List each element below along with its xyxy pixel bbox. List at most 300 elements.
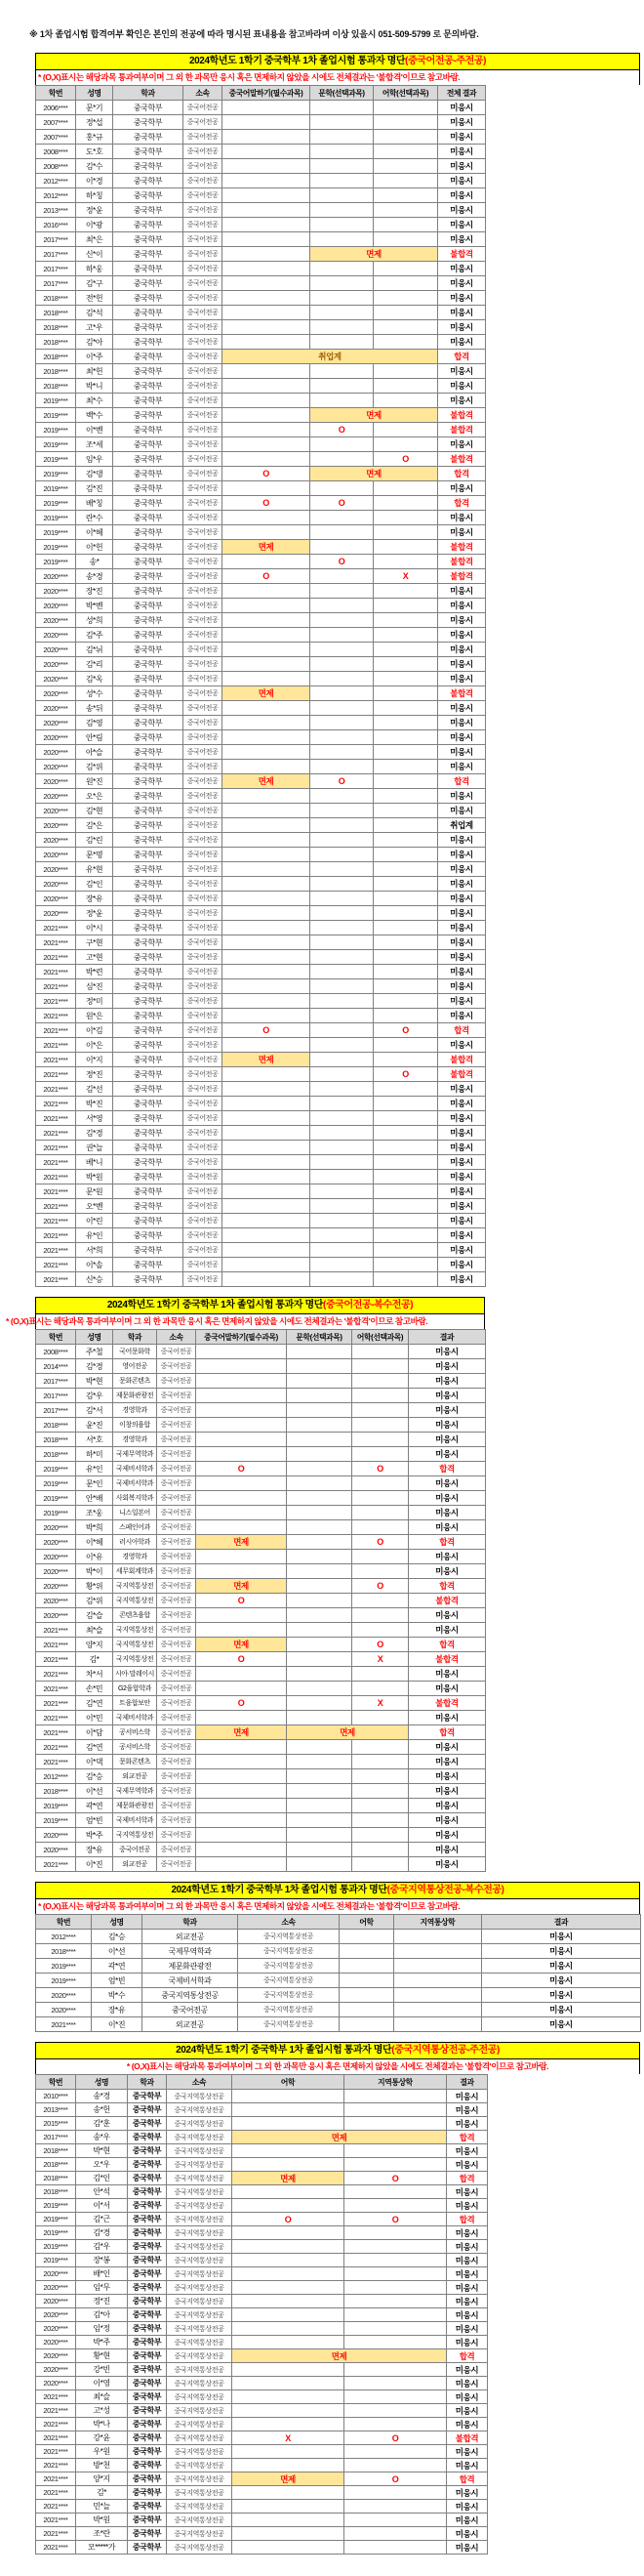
student-name: 방*천 [76, 2459, 128, 2472]
result-cell: 미응시 [447, 2295, 488, 2308]
result-cell: 미응시 [447, 2390, 488, 2404]
subject-empty-cell [374, 833, 438, 848]
column-header: 성명 [76, 2075, 128, 2090]
subject-empty-cell [222, 1214, 310, 1228]
student-name: 성*희 [76, 613, 113, 628]
result-cell: 미응시 [438, 203, 486, 218]
affiliation: 중국어전공 [183, 774, 222, 789]
subject-empty-cell [232, 2090, 344, 2103]
student-name: 고*현 [76, 950, 113, 965]
student-name: 이*지 [76, 1053, 113, 1067]
subject-empty-cell [232, 2199, 344, 2213]
affiliation: 중국지역통상전공 [167, 2117, 232, 2131]
result-cell: 미응시 [447, 2158, 488, 2172]
affiliation: 중국어전공 [183, 203, 222, 218]
student-id: 2021**** [36, 2017, 92, 2032]
student-id: 2021**** [36, 1067, 76, 1082]
result-cell: 미응시 [438, 1082, 486, 1097]
subject-mark-cell: O [352, 1579, 409, 1594]
department: 중국학부 [113, 1243, 183, 1258]
subject-empty-cell [352, 1594, 409, 1608]
subject-empty-cell [310, 1272, 374, 1287]
subject-mark-cell: O [344, 2431, 447, 2445]
affiliation: 중국어전공 [183, 1023, 222, 1038]
student-id: 2020**** [36, 599, 76, 613]
department: 국제무역학과 [113, 1447, 157, 1462]
department: 중국학부 [113, 379, 183, 394]
department: 중국학부 [128, 2267, 167, 2281]
student-name: 이*혜 [76, 525, 113, 540]
student-id: 2021**** [36, 2431, 76, 2445]
student-row [36, 2418, 488, 2431]
department: 중국학부 [113, 1272, 183, 1287]
result-cell: 미응시 [438, 1272, 486, 1287]
student-id: 2021**** [36, 1155, 76, 1170]
student-row [36, 1564, 486, 1579]
result-cell: 미응시 [409, 1564, 486, 1579]
affiliation: 중국어전공 [157, 1608, 196, 1623]
department: 중국학부 [113, 262, 183, 276]
department: 외교전공 [142, 1930, 238, 1944]
result-cell: 미응시 [438, 760, 486, 774]
column-header: 학번 [36, 2075, 76, 2090]
affiliation: 중국어전공 [157, 1433, 196, 1447]
subject-empty-cell [310, 101, 374, 115]
subject-empty-cell [344, 2404, 447, 2418]
table-title-text: 2024학년도 1학기 중국학부 1차 졸업시험 통과자 명단 [106, 1300, 324, 1310]
student-id: 2019**** [36, 394, 76, 408]
student-row [36, 1462, 486, 1476]
student-row [36, 2172, 488, 2185]
result-cell: 미응시 [409, 1374, 486, 1389]
student-name: 김*구 [76, 276, 113, 291]
affiliation: 중국어전공 [157, 1813, 196, 1828]
student-id: 2021**** [36, 1623, 76, 1638]
table-note-text: * (O,X)표시는 해당과목 통과여부이며 그 외 한 과목만 응시 혹은 면제하지 않았을 시에도 전체결과는 '불합격'이므로 참고바람. [38, 1901, 461, 1911]
result-cell: 불합격 [438, 569, 486, 584]
student-id: 2020**** [36, 906, 76, 921]
result-cell: 불합격 [409, 1652, 486, 1667]
affiliation: 중국어전공 [183, 657, 222, 672]
student-row [36, 1038, 486, 1053]
student-id: 2021**** [36, 994, 76, 1009]
affiliation: 중국지역통상전공 [167, 2254, 232, 2267]
student-row [36, 1988, 641, 2003]
student-name: 문*기 [76, 101, 113, 115]
student-id: 2012**** [36, 174, 76, 188]
department: 세무회계학과 [113, 1564, 157, 1579]
department: 중국학부 [128, 2472, 167, 2486]
department: 중국학부 [113, 643, 183, 657]
affiliation: 중국지역통상전공 [167, 2363, 232, 2377]
result-cell: 미응시 [447, 2144, 488, 2158]
department: 중국학부 [113, 921, 183, 935]
department: 중국학부 [128, 2377, 167, 2390]
result-cell: 불합격 [409, 1594, 486, 1608]
student-name: 김*경 [76, 1359, 113, 1374]
student-name: 최*헌 [76, 364, 113, 379]
student-id: 2020**** [36, 716, 76, 730]
affiliation: 중국어전공 [183, 1170, 222, 1184]
student-name: 이*영 [76, 2377, 128, 2390]
subject-empty-cell [394, 1959, 482, 1974]
result-cell: 미응시 [438, 1097, 486, 1111]
department: 중국학부 [113, 979, 183, 994]
subject-empty-cell [374, 1141, 438, 1155]
subject-empty-cell [287, 1652, 352, 1667]
result-cell: 미응시 [409, 1403, 486, 1418]
subject-empty-cell [352, 1418, 409, 1433]
student-row [36, 877, 486, 892]
department: 중국학부 [113, 716, 183, 730]
student-name: 하*칭 [76, 188, 113, 203]
student-row [36, 2199, 488, 2213]
subject-empty-cell [374, 701, 438, 716]
student-row [36, 1682, 486, 1696]
student-id: 2020**** [36, 774, 76, 789]
student-row [36, 218, 486, 232]
department: 중국학부 [113, 394, 183, 408]
subject-empty-cell [374, 394, 438, 408]
student-row [36, 2322, 488, 2336]
student-name: 김*현 [76, 804, 113, 818]
department: 중국어전공 [142, 2003, 238, 2017]
affiliation: 중국어전공 [157, 1389, 196, 1403]
subject-empty-cell [222, 862, 310, 877]
result-cell: 미응시 [447, 2514, 488, 2527]
student-row [36, 232, 486, 247]
student-row [36, 994, 486, 1009]
result-cell: 합격 [409, 1579, 486, 1594]
subject-empty-cell [196, 1476, 287, 1491]
affiliation: 중국지역통상전공 [167, 2281, 232, 2295]
header-row [36, 86, 486, 101]
result-cell: 미응시 [447, 2090, 488, 2103]
subject-empty-cell [310, 877, 374, 892]
result-cell: 미응시 [447, 2322, 488, 2336]
student-row [36, 2103, 488, 2117]
student-id: 2021**** [36, 1638, 76, 1652]
affiliation: 중국어전공 [183, 115, 222, 130]
department: 중국학부 [113, 496, 183, 511]
result-cell: 미응시 [438, 804, 486, 818]
student-name: 조*웅 [76, 1506, 113, 1520]
affiliation: 중국어전공 [183, 130, 222, 145]
student-row [36, 1725, 486, 1740]
subject-empty-cell [344, 2295, 447, 2308]
student-name: 김*인 [76, 877, 113, 892]
subject-empty-cell [310, 320, 374, 335]
student-id: 2021**** [36, 2390, 76, 2404]
department: 중국학부 [128, 2390, 167, 2404]
student-id: 2019**** [36, 2226, 76, 2240]
result-cell: 미응시 [438, 613, 486, 628]
department: 중국학부 [113, 1184, 183, 1199]
student-id: 2021**** [36, 2459, 76, 2472]
subject-empty-cell [374, 130, 438, 145]
department: 국제비서학과 [113, 1711, 157, 1725]
result-cell: 미응시 [438, 657, 486, 672]
subject-empty-cell [310, 379, 374, 394]
student-name: 서*호 [76, 1433, 113, 1447]
subject-empty-cell [344, 2527, 447, 2541]
student-row [36, 1345, 486, 1359]
department: 국제무역학과 [113, 1784, 157, 1799]
subject-empty-cell [232, 2404, 344, 2418]
subject-empty-cell [196, 1608, 287, 1623]
subject-mark-cell: 면제 [222, 686, 310, 701]
subject-mark-cell: O [344, 2172, 447, 2185]
affiliation: 중국어전공 [183, 218, 222, 232]
department: 외교전공 [113, 1857, 157, 1872]
column-header: 결과 [482, 1915, 641, 1930]
subject-empty-cell [310, 1243, 374, 1258]
student-row [36, 730, 486, 745]
student-id: 2021**** [36, 2527, 76, 2541]
student-id: 2020**** [36, 877, 76, 892]
subject-empty-cell [352, 1447, 409, 1462]
student-row [36, 1228, 486, 1243]
student-id: 2018**** [36, 1447, 76, 1462]
affiliation: 중국지역통상전공 [167, 2172, 232, 2185]
student-id: 2020**** [36, 2336, 76, 2349]
subject-empty-cell [310, 892, 374, 906]
result-cell: 미응시 [409, 1623, 486, 1638]
result-cell: 미응시 [438, 159, 486, 174]
student-name: 김*인 [76, 2172, 128, 2185]
subject-mark-cell: 면제 [310, 247, 438, 262]
subject-empty-cell [374, 525, 438, 540]
student-name: 김*아 [76, 2308, 128, 2322]
student-row [36, 2431, 488, 2445]
subject-empty-cell [196, 1520, 287, 1535]
subject-empty-cell [344, 2226, 447, 2240]
subject-empty-cell [344, 2117, 447, 2131]
result-cell: 미응시 [447, 2254, 488, 2267]
student-name: 김*은 [76, 818, 113, 833]
student-name: 모*****가 [76, 2541, 128, 2555]
result-cell: 미응시 [447, 2527, 488, 2541]
subject-empty-cell [310, 1053, 374, 1067]
department: 중국학부 [128, 2322, 167, 2336]
department: 경영학과 [113, 1403, 157, 1418]
subject-empty-cell [232, 2158, 344, 2172]
student-name: 강*윤 [76, 2431, 128, 2445]
student-row [36, 496, 486, 511]
result-cell: 미응시 [438, 262, 486, 276]
student-id: 2021**** [36, 950, 76, 965]
subject-empty-cell [222, 320, 310, 335]
subject-empty-cell [374, 906, 438, 921]
subject-empty-cell [287, 1799, 352, 1813]
subject-empty-cell [352, 1403, 409, 1418]
student-name: 강*빈 [76, 2363, 128, 2377]
student-row [36, 643, 486, 657]
student-name: 김*영 [76, 716, 113, 730]
subject-empty-cell [374, 950, 438, 965]
subject-empty-cell [310, 481, 374, 496]
column-header: 문학(선택과목) [287, 1330, 352, 1345]
subject-mark-cell: O [344, 2213, 447, 2226]
subject-empty-cell [374, 760, 438, 774]
affiliation: 중국어전공 [183, 379, 222, 394]
student-row [36, 2131, 488, 2144]
result-cell: 미응시 [409, 1550, 486, 1564]
subject-empty-cell [287, 1418, 352, 1433]
student-name: 김*승 [92, 1930, 142, 1944]
student-id: 2017**** [36, 232, 76, 247]
student-row [36, 1155, 486, 1170]
student-id: 2018**** [36, 335, 76, 350]
column-header: 결과 [447, 2075, 488, 2090]
result-cell: 미응시 [409, 1828, 486, 1843]
student-name: 고*우 [76, 320, 113, 335]
student-name: 백*수 [76, 408, 113, 423]
student-id: 2019**** [36, 437, 76, 452]
result-cell: 불합격 [438, 408, 486, 423]
department: 중국학부 [113, 730, 183, 745]
department: 중국학부 [113, 804, 183, 818]
student-name: 이*광 [76, 218, 113, 232]
student-name: 오*우 [76, 2158, 128, 2172]
affiliation: 중국지역통상전공 [238, 2017, 340, 2032]
subject-empty-cell [374, 1038, 438, 1053]
department: 중국학부 [113, 745, 183, 760]
student-id: 2019**** [36, 1974, 92, 1988]
student-id: 2021**** [36, 1725, 76, 1740]
student-id: 2019**** [36, 1462, 76, 1476]
subject-empty-cell [344, 2254, 447, 2267]
result-cell: 미응시 [447, 2267, 488, 2281]
student-row [36, 1974, 641, 1988]
student-id: 2020**** [36, 1535, 76, 1550]
student-name: 조*란 [76, 2527, 128, 2541]
subject-mark-cell: O [310, 555, 374, 569]
student-name: 김*우 [76, 1389, 113, 1403]
affiliation: 중국어전공 [183, 906, 222, 921]
department: 중국학부 [128, 2213, 167, 2226]
subject-empty-cell [287, 1506, 352, 1520]
student-row [36, 350, 486, 364]
student-name: 이*진 [76, 1857, 113, 1872]
student-name: 오*은 [76, 789, 113, 804]
subject-empty-cell [352, 1769, 409, 1784]
subject-empty-cell [310, 584, 374, 599]
student-name: 고*성 [76, 2404, 128, 2418]
subject-empty-cell [222, 188, 310, 203]
subject-empty-cell [222, 364, 310, 379]
student-name: 김*옥 [76, 672, 113, 686]
student-name: 김*위 [76, 1594, 113, 1608]
department: 중국학부 [113, 877, 183, 892]
subject-empty-cell [352, 1374, 409, 1389]
student-row [36, 115, 486, 130]
student-id: 2018**** [36, 1944, 92, 1959]
subject-empty-cell [287, 1550, 352, 1564]
result-cell: 미응시 [438, 1258, 486, 1272]
student-id: 2021**** [36, 1214, 76, 1228]
result-cell: 미응시 [447, 2185, 488, 2199]
student-name: 김*수 [76, 159, 113, 174]
subject-empty-cell [340, 1974, 394, 1988]
subject-mark-cell: 면제 [232, 2472, 344, 2486]
subject-empty-cell [222, 291, 310, 306]
subject-empty-cell [310, 262, 374, 276]
table-note [6, 1313, 485, 1329]
subject-empty-cell [352, 1799, 409, 1813]
student-row [36, 965, 486, 979]
student-row [36, 2254, 488, 2267]
subject-empty-cell [196, 1491, 287, 1506]
subject-empty-cell [232, 2541, 344, 2555]
table-title [35, 53, 640, 69]
subject-empty-cell [222, 1111, 310, 1126]
result-cell: 미응시 [438, 643, 486, 657]
result-cell: 미응시 [438, 979, 486, 994]
result-cell: 합격 [438, 1023, 486, 1038]
student-row [36, 1184, 486, 1199]
department: 중국학부 [128, 2500, 167, 2514]
department: 경영학과 [113, 1433, 157, 1447]
affiliation: 중국어전공 [157, 1418, 196, 1433]
subject-empty-cell [374, 1097, 438, 1111]
student-id: 2019**** [36, 1476, 76, 1491]
department: 중국학부 [113, 1111, 183, 1126]
subject-mark-cell: 면제 [310, 467, 438, 481]
student-id: 2019**** [36, 408, 76, 423]
student-row [36, 1843, 486, 1857]
department: 중국학부 [113, 994, 183, 1009]
result-cell: 미응시 [447, 2281, 488, 2295]
student-name: 이*솔 [76, 1258, 113, 1272]
department: 중국학부 [113, 218, 183, 232]
subject-mark-cell: 면제 [196, 1725, 287, 1740]
student-name: 정*윤 [76, 906, 113, 921]
student-name: 란*수 [76, 511, 113, 525]
page-top-note: ※ 1차 졸업시험 합격여부 확인은 본인의 전공에 따라 명시된 표내용을 참고바라며 이상 있을시 051-509-5799 로 문의바람. [29, 29, 479, 39]
subject-mark-cell: O [344, 2472, 447, 2486]
affiliation: 중국어전공 [157, 1696, 196, 1711]
student-name: 곽*연 [76, 1799, 113, 1813]
subject-empty-cell [374, 862, 438, 877]
subject-empty-cell [222, 657, 310, 672]
student-name: 김*우 [76, 2240, 128, 2254]
subject-empty-cell [344, 2336, 447, 2349]
affiliation: 중국지역통상전공 [167, 2431, 232, 2445]
student-id: 2021**** [36, 2541, 76, 2555]
affiliation: 중국어전공 [183, 306, 222, 320]
student-name: 김*뉘 [76, 643, 113, 657]
subject-empty-cell [196, 1345, 287, 1359]
student-name: 이*주 [76, 350, 113, 364]
department: 중국학부 [128, 2349, 167, 2363]
subject-empty-cell [222, 1009, 310, 1023]
department: 국지역통상전 [113, 1652, 157, 1667]
subject-empty-cell [374, 423, 438, 437]
student-id: 2008**** [36, 145, 76, 159]
department: 공서비스학 [113, 1740, 157, 1755]
result-cell: 미응시 [409, 1345, 486, 1359]
student-row [36, 540, 486, 555]
student-row [36, 672, 486, 686]
subject-empty-cell [352, 1711, 409, 1725]
result-cell: 미응시 [438, 232, 486, 247]
department: 국지역통상전 [113, 1638, 157, 1652]
department: 중국학부 [128, 2404, 167, 2418]
table-chinese-major-double [6, 1297, 644, 1872]
subject-empty-cell [287, 1682, 352, 1696]
result-cell: 미응시 [438, 730, 486, 745]
